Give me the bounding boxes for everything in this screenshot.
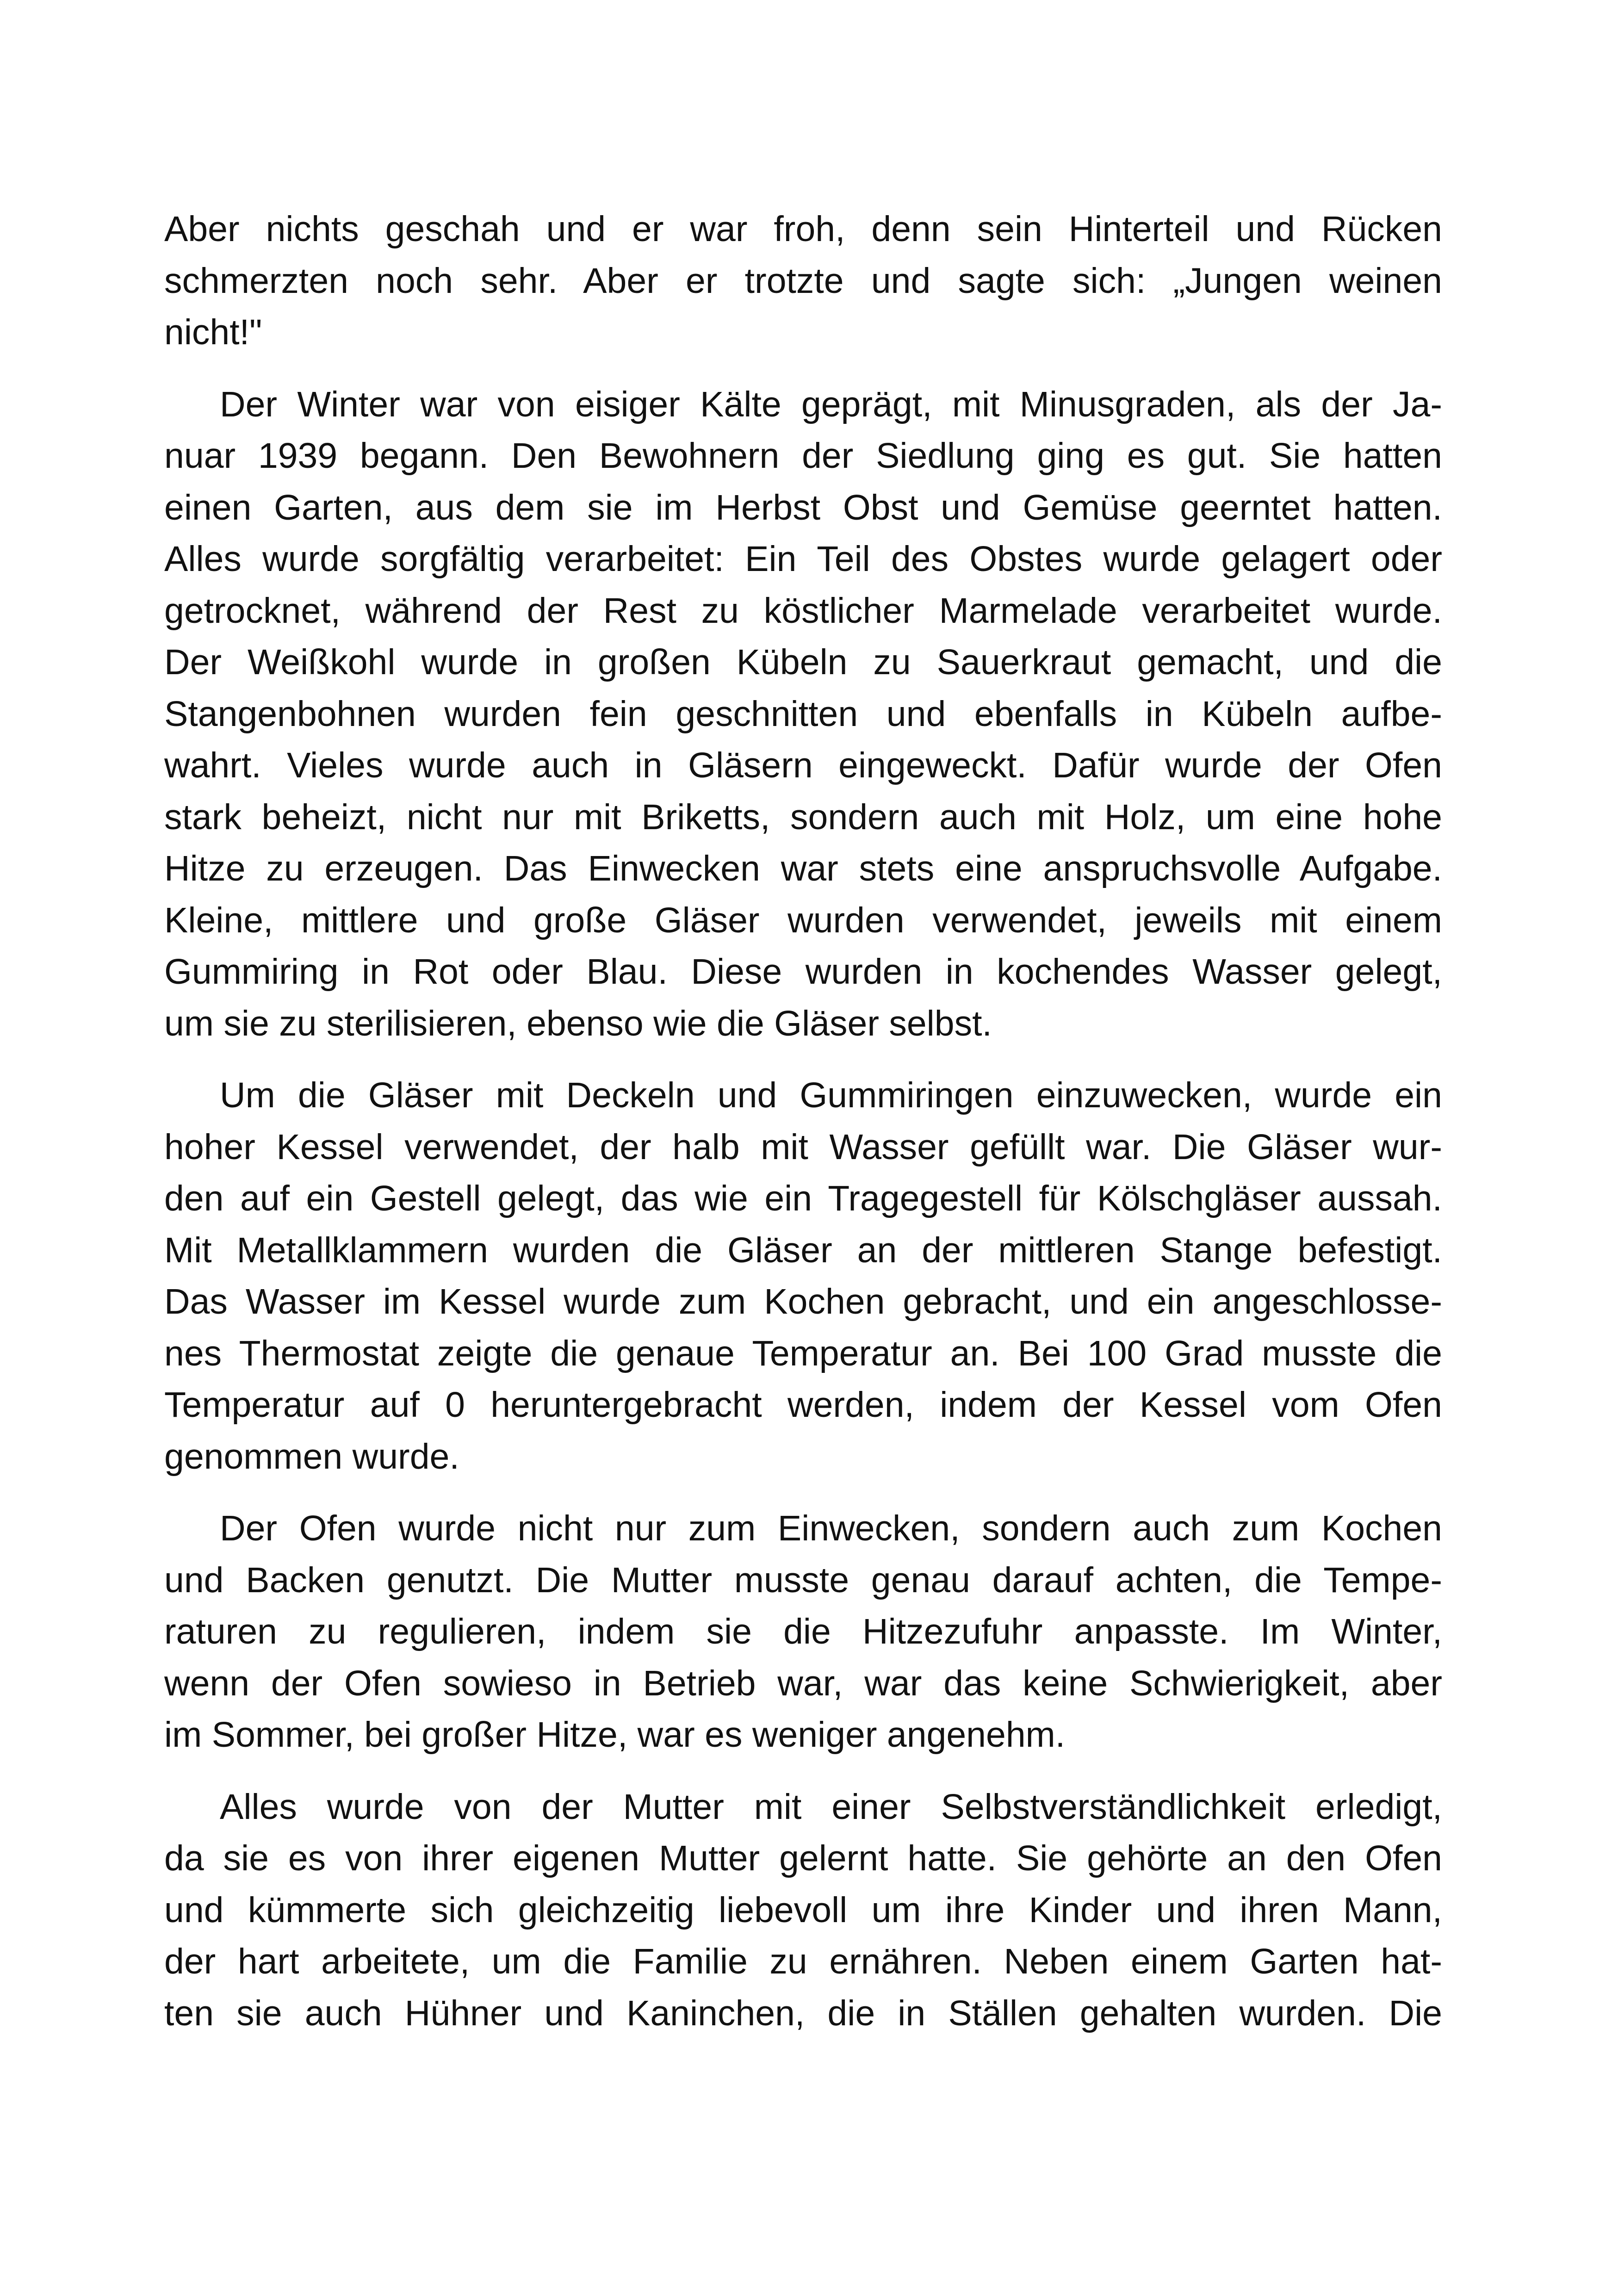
text-line: stark beheizt, nicht nur mit Briketts, sondern auch mit Holz, um eine hohe bbox=[164, 797, 1442, 837]
paragraph-2 bbox=[164, 379, 1442, 1050]
text-line: nicht!" bbox=[164, 312, 262, 352]
text-line: nes Thermostat zeigte die genaue Temperatur an. Bei 100 Grad musste die bbox=[164, 1333, 1442, 1373]
text-line: getrocknet, während der Rest zu köstlicher Marmelade verarbeitet wurde. bbox=[164, 590, 1442, 631]
text-line: und Backen genutzt. Die Mutter musste genau darauf achten, die Tempe- bbox=[164, 1560, 1442, 1600]
text-line: Aber nichts geschah und er war froh, denn sein Hinterteil und Rücken bbox=[164, 209, 1442, 249]
text-line: Mit Metallklammern wurden die Gläser an der mittleren Stange befestigt. bbox=[164, 1230, 1442, 1270]
text-line: Das Wasser im Kessel wurde zum Kochen gebracht, und ein angeschlosse- bbox=[164, 1282, 1442, 1322]
text-line: und kümmerte sich gleichzeitig liebevoll um ihre Kinder und ihren Mann, bbox=[164, 1890, 1442, 1930]
paragraph-1 bbox=[164, 204, 1442, 359]
text-line: Stangenbohnen wurden fein geschnitten und ebenfalls in Kübeln aufbe- bbox=[164, 694, 1442, 734]
text-line: Der Winter war von eisiger Kälte geprägt, mit Minusgraden, als der Ja- bbox=[220, 384, 1442, 424]
text-line: wahrt. Vieles wurde auch in Gläsern eingeweckt. Dafür wurde der Ofen bbox=[164, 745, 1442, 785]
text-line: Alles wurde sorgfältig verarbeitet: Ein Teil des Obstes wurde gelagert oder bbox=[164, 539, 1442, 579]
paragraph-4 bbox=[164, 1503, 1442, 1761]
text-line: da sie es von ihrer eigenen Mutter gelernt hatte. Sie gehörte an den Ofen bbox=[164, 1838, 1442, 1878]
paragraph-5 bbox=[164, 1781, 1442, 2040]
text-line: den auf ein Gestell gelegt, das wie ein Tragegestell für Kölschgläser aussah. bbox=[164, 1179, 1442, 1218]
text-line: wenn der Ofen sowieso in Betrieb war, war das keine Schwierigkeit, aber bbox=[164, 1663, 1442, 1703]
text-line: Gummiring in Rot oder Blau. Diese wurden in kochendes Wasser gelegt, bbox=[164, 952, 1442, 992]
text-line: raturen zu regulieren, indem sie die Hitzezufuhr anpasste. Im Winter, bbox=[164, 1612, 1442, 1651]
text-line: nuar 1939 begann. Den Bewohnern der Siedlung ging es gut. Sie hatten bbox=[164, 436, 1442, 476]
text-line: einen Garten, aus dem sie im Herbst Obst und Gemüse geerntet hatten. bbox=[164, 487, 1442, 527]
text-line: ten sie auch Hühner und Kaninchen, die in Ställen gehalten wurden. Die bbox=[164, 1993, 1442, 2033]
text-line: Alles wurde von der Mutter mit einer Selbstverständlichkeit erledigt, bbox=[220, 1787, 1442, 1827]
document-page bbox=[164, 204, 1442, 2060]
text-line: Hitze zu erzeugen. Das Einwecken war stets eine anspruchsvolle Aufgabe. bbox=[164, 849, 1442, 888]
text-line: hoher Kessel verwendet, der halb mit Wasser gefüllt war. Die Gläser wur- bbox=[164, 1127, 1442, 1167]
text-line: im Sommer, bei großer Hitze, war es weniger angenehm. bbox=[164, 1715, 1066, 1755]
text-line: Um die Gläser mit Deckeln und Gummiringen einzuwecken, wurde ein bbox=[220, 1075, 1442, 1115]
text-line: genommen wurde. bbox=[164, 1436, 459, 1477]
text-line: Der Ofen wurde nicht nur zum Einwecken, sondern auch zum Kochen bbox=[220, 1508, 1442, 1548]
text-line: um sie zu sterilisieren, ebenso wie die Gläser selbst. bbox=[164, 1003, 992, 1043]
text-line: Temperatur auf 0 heruntergebracht werden, indem der Kessel vom Ofen bbox=[164, 1385, 1442, 1425]
text-line: Kleine, mittlere und große Gläser wurden verwendet, jeweils mit einem bbox=[164, 900, 1442, 940]
text-line: Der Weißkohl wurde in großen Kübeln zu Sauerkraut gemacht, und die bbox=[164, 642, 1442, 682]
text-line: der hart arbeitete, um die Familie zu ernähren. Neben einem Garten hat- bbox=[164, 1942, 1442, 1981]
text-line: schmerzten noch sehr. Aber er trotzte und sagte sich: „Jungen weinen bbox=[164, 261, 1442, 301]
paragraph-3 bbox=[164, 1070, 1442, 1483]
